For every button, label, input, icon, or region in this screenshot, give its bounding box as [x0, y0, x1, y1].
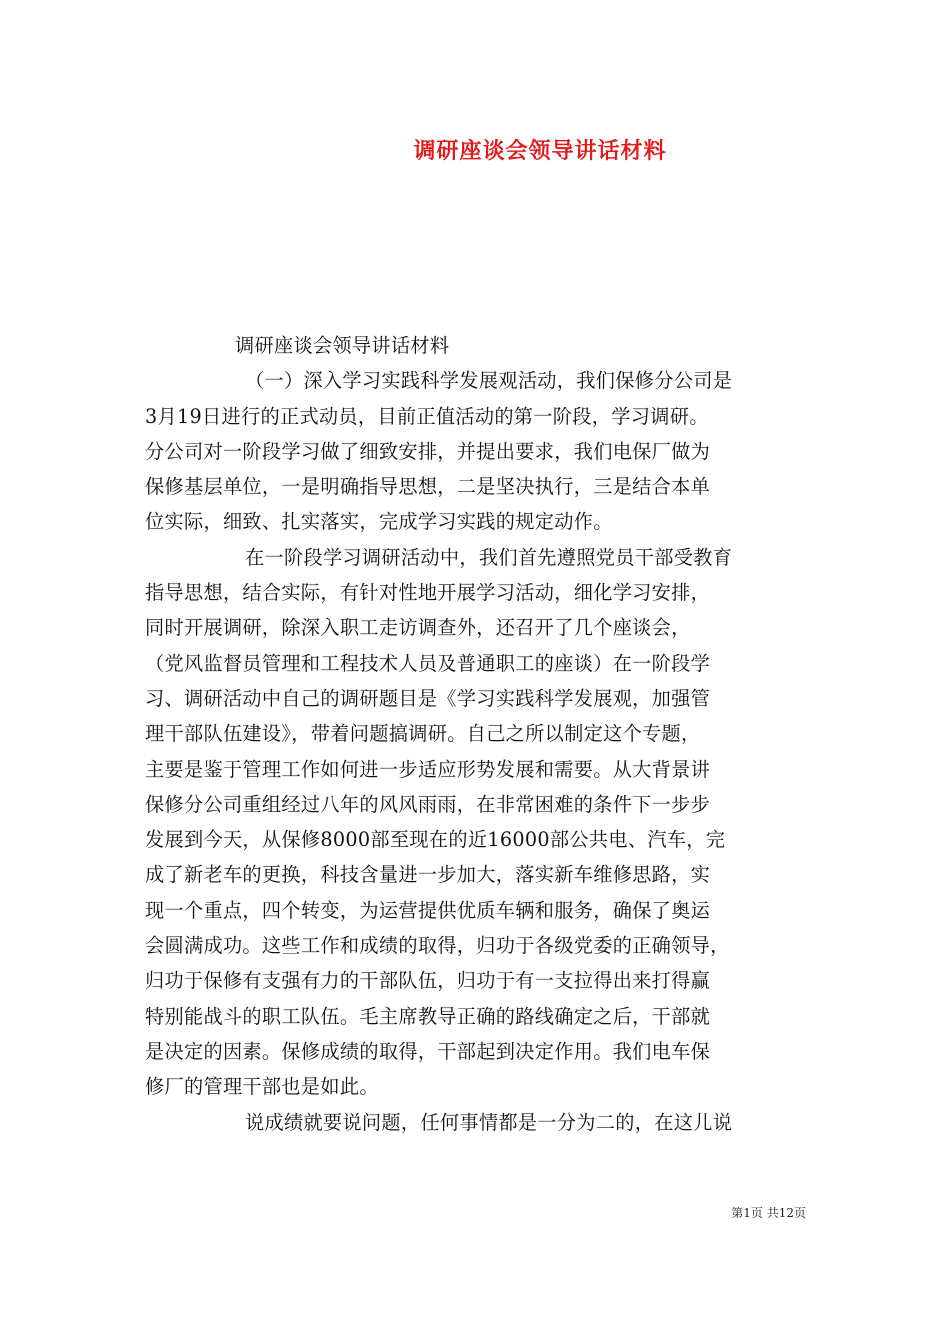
paragraph-line: 会圆满成功。这些工作和成绩的取得，归功于各级党委的正确领导，	[145, 934, 730, 958]
paragraph-line: 是决定的因素。保修成绩的取得，干部起到决定作用。我们电车保	[145, 1039, 711, 1063]
document-title: 调研座谈会领导讲话材料	[413, 138, 667, 164]
paragraph-line: 说成绩就要说问题，任何事情都是一分为二的，在这儿说	[245, 1110, 733, 1134]
paragraph-line: 归功于保修有支强有力的干部队伍，归功于有一支拉得出来打得赢	[145, 969, 711, 993]
paragraph-line: 修厂的管理干部也是如此。	[145, 1075, 379, 1099]
page-number-footer: 第1页 共12页	[731, 1206, 806, 1220]
paragraph-line: 位实际，细致、扎实落实，完成学习实践的规定动作。	[145, 510, 613, 534]
paragraph-line: 理干部队伍建设》，带着问题搞调研。自己之所以制定这个专题，	[145, 722, 701, 746]
paragraph-line: 分公司对一阶段学习做了细致安排，并提出要求，我们电保厂做为	[145, 439, 711, 463]
paragraph-line: 指导思想，结合实际，有针对性地开展学习活动，细化学习安排，	[145, 581, 711, 605]
paragraph-line: 3月19日进行的正式动员，目前正值活动的第一阶段，学习调研。	[145, 404, 709, 428]
paragraph-line: 特别能战斗的职工队伍。毛主席教导正确的路线确定之后，干部就	[145, 1004, 711, 1028]
paragraph-line: （党风监督员管理和工程技术人员及普通职工的座谈）在一阶段学	[145, 651, 711, 675]
paragraph-line: 在一阶段学习调研活动中，我们首先遵照党员干部受教育	[245, 545, 733, 569]
paragraph-line: 现一个重点，四个转变，为运营提供优质车辆和服务，确保了奥运	[145, 898, 711, 922]
paragraph-line: 保修分公司重组经过八年的风风雨雨，在非常困难的条件下一步步	[145, 792, 711, 816]
document-body	[145, 328, 805, 1140]
paragraph-line: 发展到今天，从保修8000部至现在的近16000部公共电、汽车，完	[145, 828, 726, 852]
paragraph-line: 同时开展调研，除深入职工走访调查外，还召开了几个座谈会，	[145, 616, 691, 640]
paragraph-line: 主要是鉴于管理工作如何进一步适应形势发展和需要。从大背景讲	[145, 757, 711, 781]
paragraph-line: 习、调研活动中自己的调研题目是《学习实践科学发展观，加强管	[145, 686, 711, 710]
paragraph-line: （一）深入学习实践科学发展观活动，我们保修分公司是	[245, 369, 733, 393]
paragraph-line: 成了新老车的更换，科技含量进一步加大，落实新车维修思路，实	[145, 863, 711, 887]
paragraph-line: 保修基层单位，一是明确指导思想，二是坚决执行，三是结合本单	[145, 475, 711, 499]
body-subtitle: 调研座谈会领导讲话材料	[235, 334, 450, 357]
